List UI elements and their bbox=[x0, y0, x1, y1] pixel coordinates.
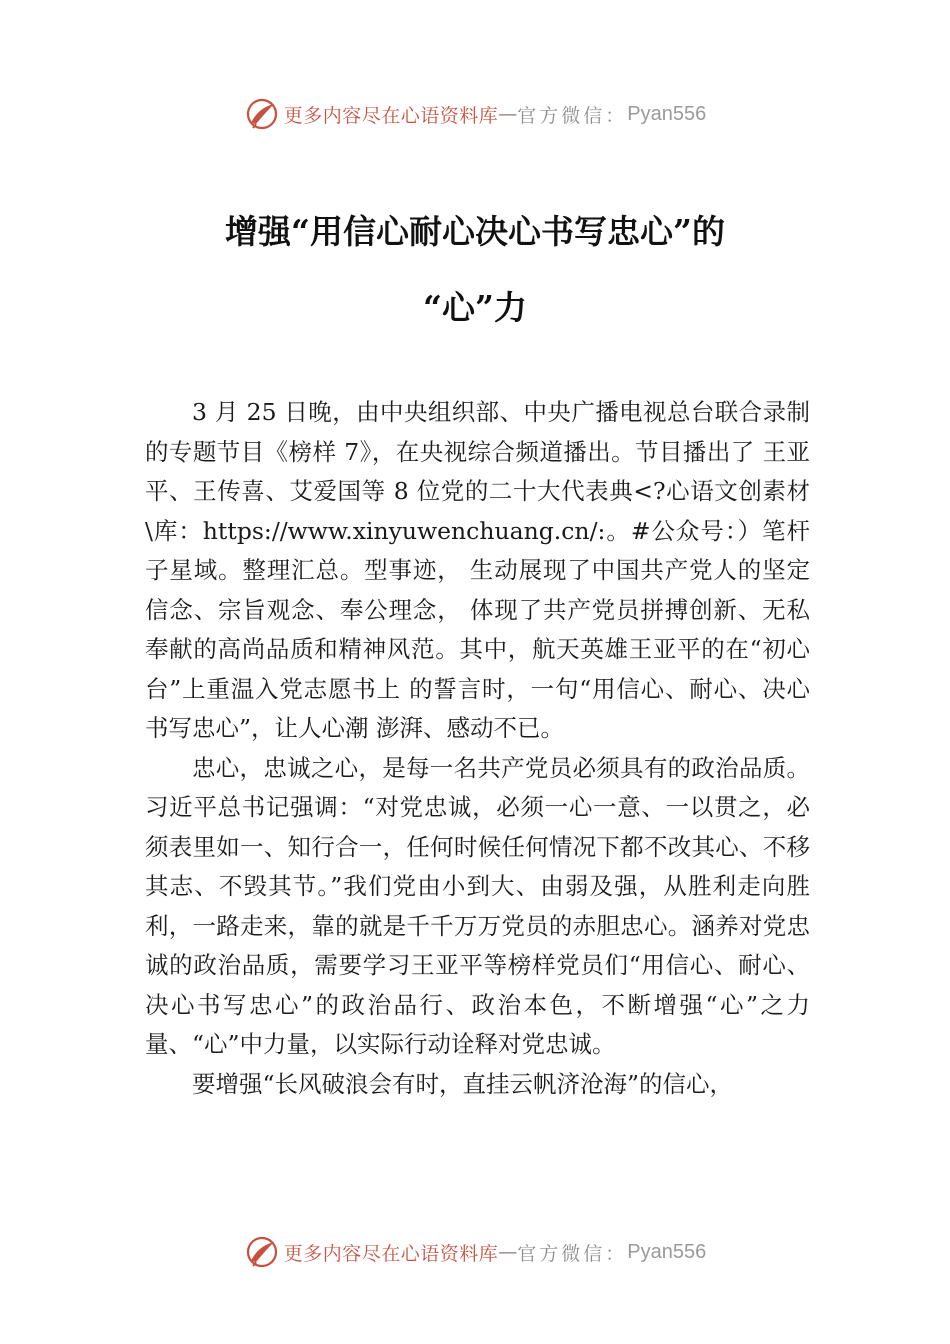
pen-logo-icon bbox=[244, 96, 280, 132]
header-banner bbox=[0, 94, 950, 134]
banner-brand-text: 更多内容尽在心语资料库 bbox=[283, 104, 499, 127]
pen-logo-icon bbox=[244, 1234, 280, 1270]
doc-body bbox=[145, 393, 810, 1104]
banner-wechat-id: Pyan556 bbox=[627, 102, 707, 125]
body-paragraph: 3 月 25 日晚，由中央组织部、中央广播电视总台联合录制的专题节目《榜样 7》，在央视综合频道播出。节目播出了 王亚平、王传喜、艾爱国等 8 位党的二十大代表典<?心语文创素材\库：https://www.xinyuwenchuang.cn/:。#公众号：）笔杆子星域。整理汇总。型事迹， 生动展现了中国共产党人的坚定信念、宗旨观念、奉公理念， 体现了共产党员拼搏创新、无私奉献的高尚品质和精神风范。其中，航天英雄王亚平的在“初心台”上重温入党志愿书上 的誓言时，一句“用信心、耐心、决心书写忠心”，让人心潮 澎湃、感动不已。 bbox=[145, 398, 810, 742]
banner-wechat-label: 官方微信： bbox=[517, 104, 628, 127]
banner-wechat-label: 官方微信： bbox=[517, 1242, 628, 1265]
body-paragraph: 要增强“长风破浪会有时，直挂云帆济沧海”的信心， bbox=[192, 1069, 734, 1098]
doc-title-line-2: “心”力 bbox=[423, 288, 527, 327]
body-paragraph: 忠心，忠诚之心，是每一名共产党员必须具有的政治品质。习近平总书记强调：“对党忠诚，必须一心一意、一以贯之，必须表里如一、知行合一，任何时候任何情况下都不改其心、不移其志、不毁其节。”我们党由小到大、由弱及强，从胜利走向胜利，一路走来，靠的就是千千万万党员的赤胆忠心。涵养对党忠诚的政治品质，需要学习王亚平等榜样党员们“用信心、耐心、决心书写忠心”的政治品行、政治本色，不断增强“心”之力量、“心”中力量，以实际行动诠释对党忠诚。 bbox=[145, 753, 810, 1058]
banner-wechat-id: Pyan556 bbox=[627, 1240, 707, 1263]
banner-separator: — bbox=[498, 103, 518, 125]
doc-title-line-1: 增强“用信心耐心决心书写忠心”的 bbox=[225, 212, 725, 251]
banner-brand-text: 更多内容尽在心语资料库 bbox=[283, 1242, 499, 1265]
banner-separator: — bbox=[498, 1241, 518, 1263]
footer-banner bbox=[0, 1232, 950, 1272]
